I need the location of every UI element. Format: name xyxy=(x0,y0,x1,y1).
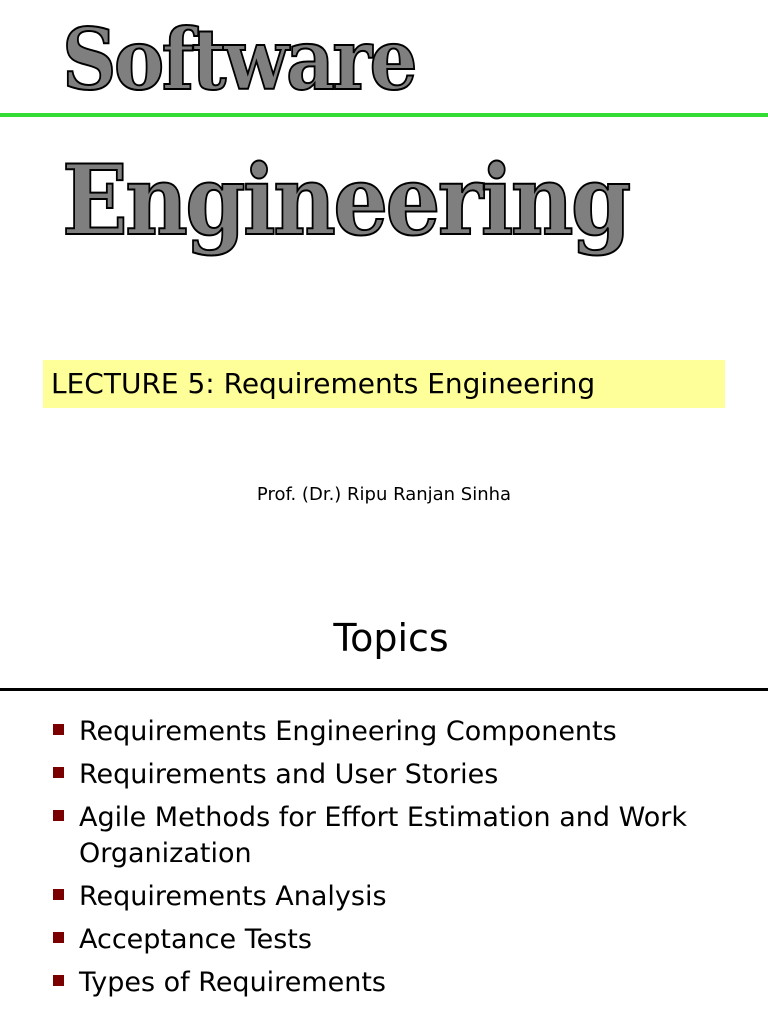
list-item xyxy=(0,879,768,915)
lecture-title: LECTURE 5: Requirements Engineering xyxy=(43,360,725,408)
square-bullet-icon xyxy=(53,810,64,821)
list-item xyxy=(0,922,768,958)
author-name: Prof. (Dr.) Ripu Ranjan Sinha xyxy=(256,484,512,505)
list-item-text: Requirements and User Stories xyxy=(79,759,499,790)
square-bullet-icon xyxy=(53,932,64,943)
black-divider xyxy=(0,688,768,691)
list-item-text: Types of Requirements xyxy=(79,967,386,998)
square-bullet-icon xyxy=(53,767,64,778)
list-item xyxy=(0,714,768,750)
topics-slide xyxy=(0,600,768,1024)
title-software: Software xyxy=(62,10,415,109)
list-item xyxy=(0,757,768,793)
list-item xyxy=(0,965,768,1001)
topics-list xyxy=(0,714,768,1008)
topics-title: Topics xyxy=(333,616,449,660)
green-divider xyxy=(0,113,768,117)
square-bullet-icon xyxy=(53,975,64,986)
list-item-text: Requirements Analysis xyxy=(79,881,387,912)
list-item-text: Acceptance Tests xyxy=(79,924,312,955)
title-engineering: Engineering xyxy=(62,144,629,257)
list-item-text: Requirements Engineering Components xyxy=(79,716,617,747)
square-bullet-icon xyxy=(53,724,64,735)
square-bullet-icon xyxy=(53,889,64,900)
list-item xyxy=(0,800,768,872)
list-item-text: Agile Methods for Effort Estimation and Work Organization xyxy=(79,802,687,869)
